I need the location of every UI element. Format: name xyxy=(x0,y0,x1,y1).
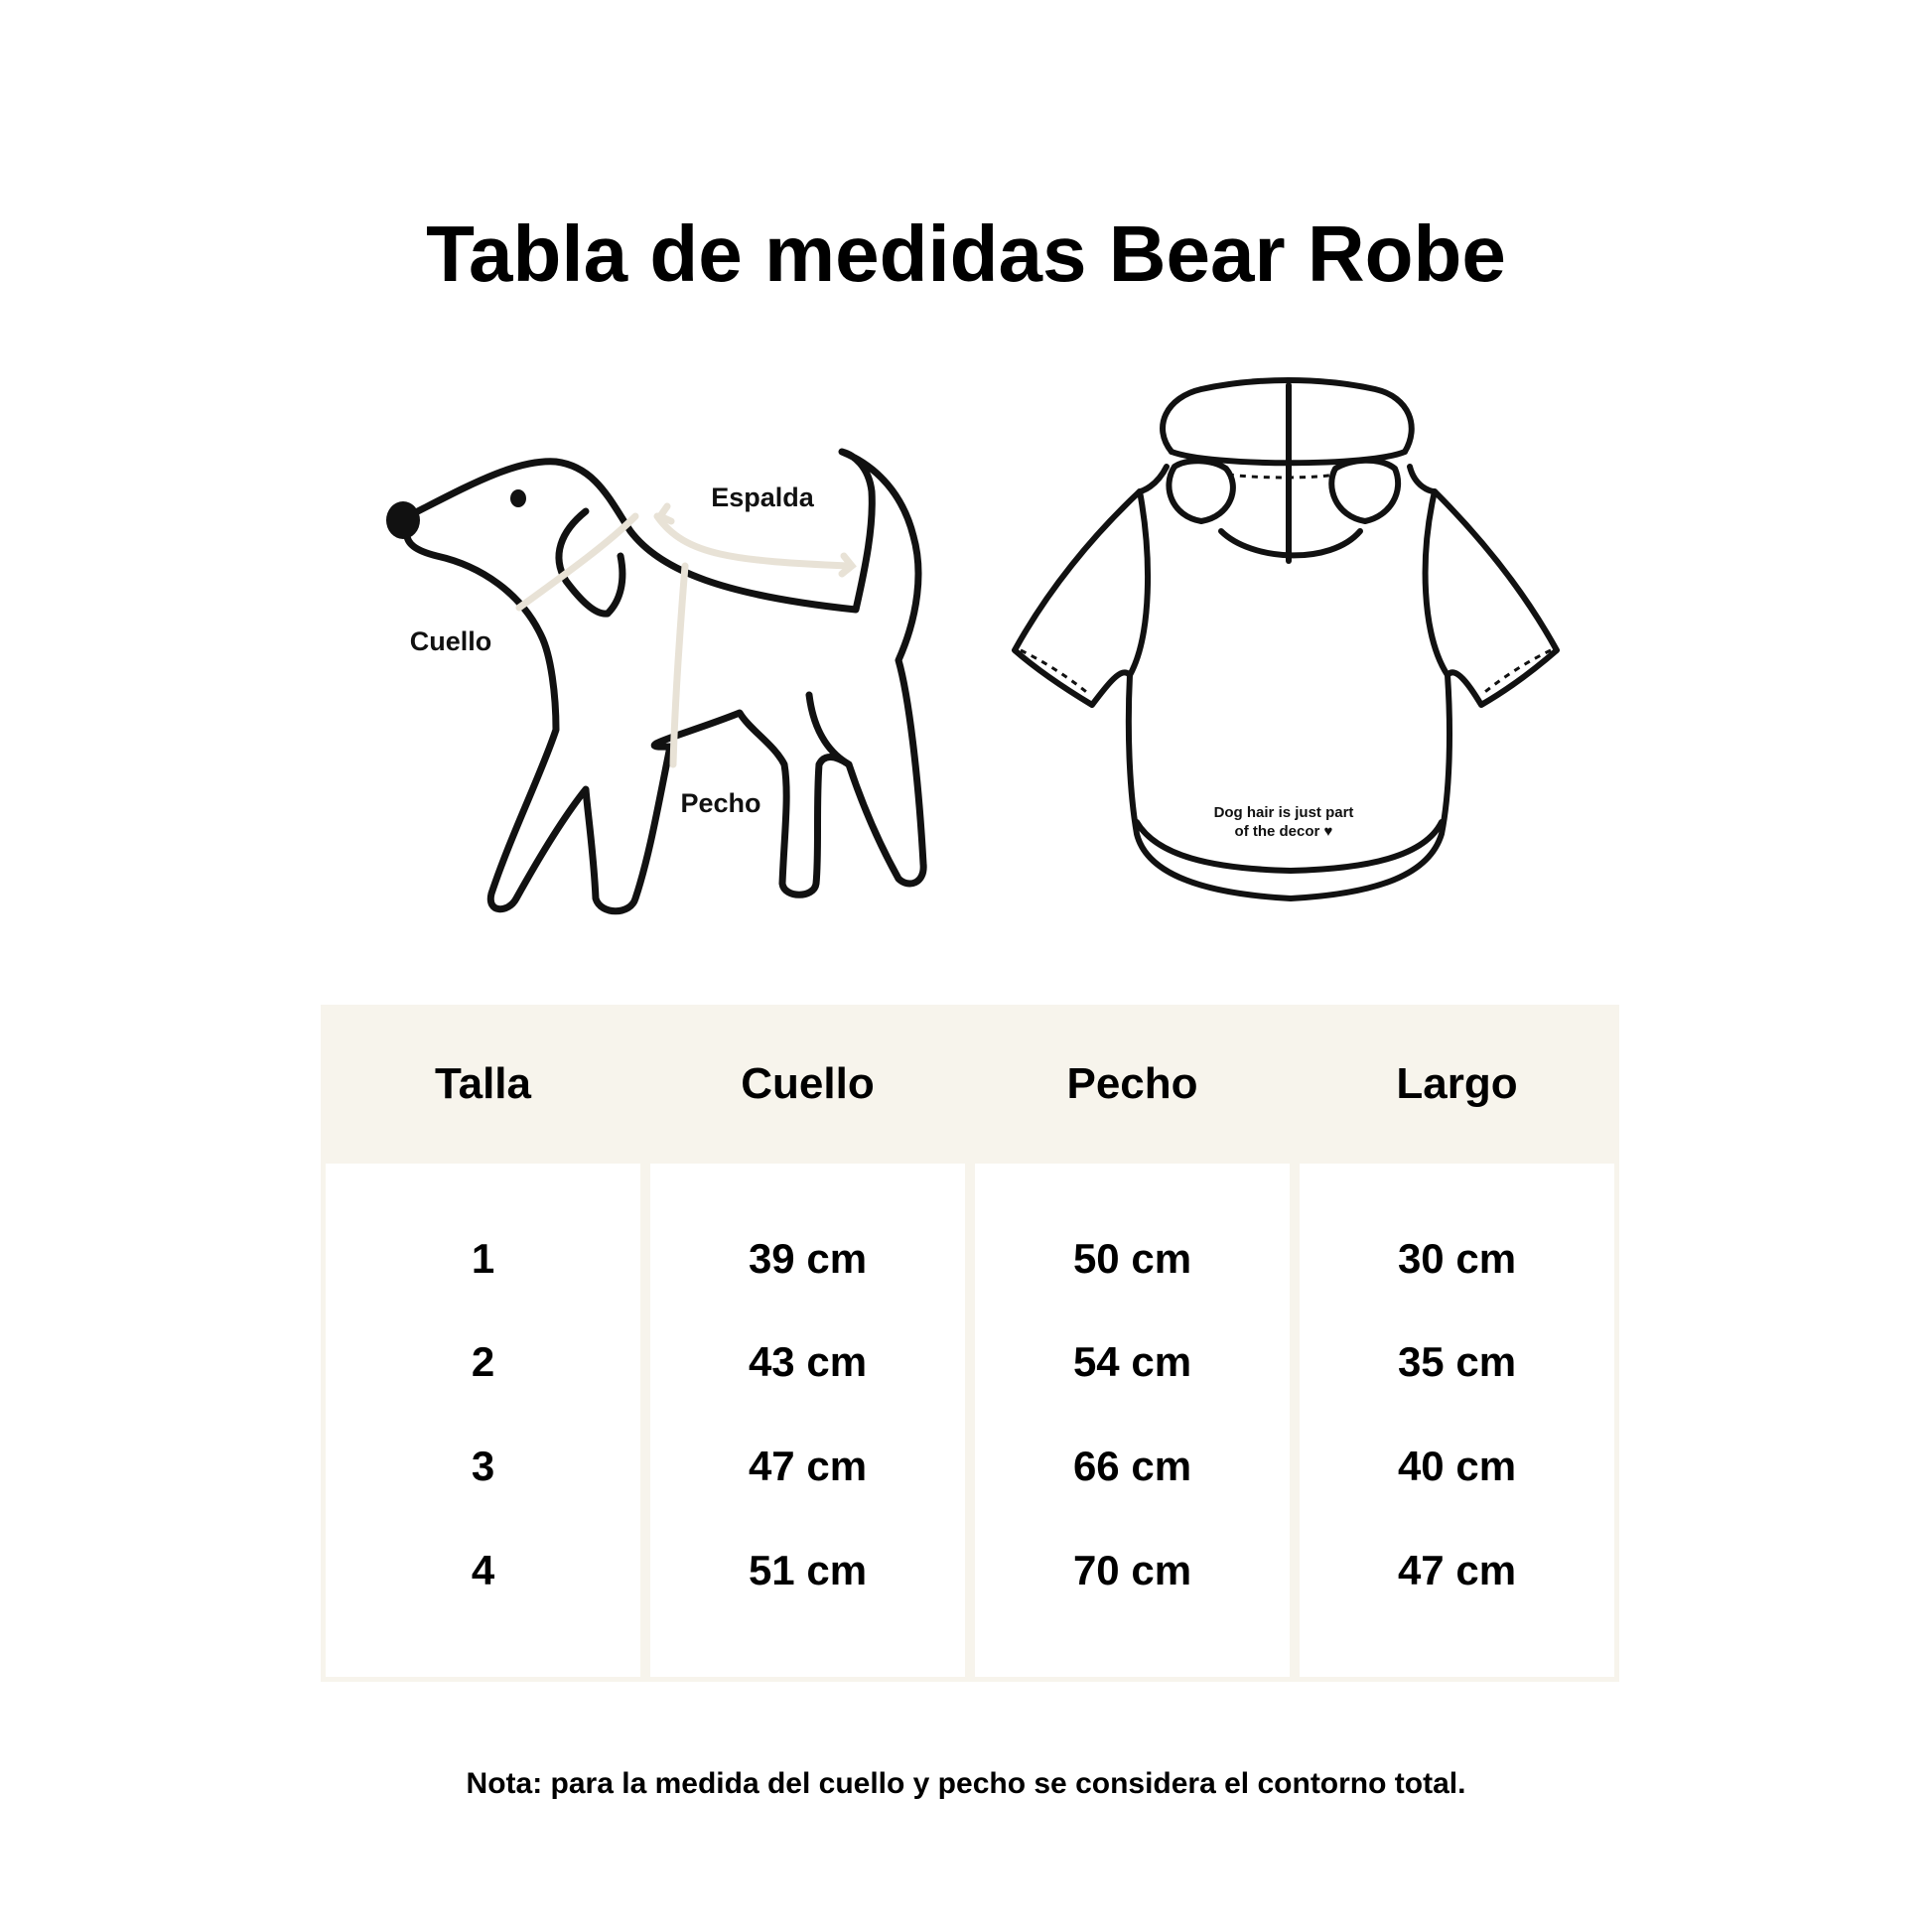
table-cell: 70 cm xyxy=(1072,1547,1192,1593)
table-header xyxy=(321,1005,1619,1164)
footnote: Nota: para la medida del cuello y pecho se considera el contorno total. xyxy=(466,1767,1466,1800)
size-table xyxy=(321,1005,1619,1682)
table-cell: 51 cm xyxy=(748,1547,868,1593)
table-cell: 47 cm xyxy=(1397,1547,1517,1593)
table-cell: 40 cm xyxy=(1397,1443,1517,1489)
back-arrow-start xyxy=(660,506,671,521)
table-cell: 35 cm xyxy=(1397,1338,1517,1385)
table-cell: 4 xyxy=(471,1547,495,1593)
label-pecho: Pecho xyxy=(680,788,761,818)
table-cell: 47 cm xyxy=(748,1443,868,1489)
table-cell: 66 cm xyxy=(1072,1443,1192,1489)
table-cell: 2 xyxy=(471,1338,495,1385)
table-cell: 50 cm xyxy=(1072,1235,1192,1282)
table-cell: 54 cm xyxy=(1072,1338,1192,1385)
measure-lines xyxy=(519,506,852,764)
table-cell: 1 xyxy=(471,1235,495,1282)
header-pecho: Pecho xyxy=(1066,1059,1198,1108)
hoodie-print-line2: of the decor ♥ xyxy=(1234,823,1333,840)
page-title: Tabla de medidas Bear Robe xyxy=(426,209,1506,298)
label-espalda: Espalda xyxy=(711,483,814,512)
back-measure-line xyxy=(657,516,849,566)
hoodie-print-line1: Dog hair is just part xyxy=(1213,804,1354,821)
table-cell: 30 cm xyxy=(1397,1235,1517,1282)
table-cell: 43 cm xyxy=(748,1338,868,1385)
table-cell: 3 xyxy=(471,1443,495,1489)
label-cuello: Cuello xyxy=(409,626,492,656)
dog-eye-icon xyxy=(510,489,526,507)
table-cell: 39 cm xyxy=(748,1235,868,1282)
header-talla: Talla xyxy=(434,1059,531,1108)
header-largo: Largo xyxy=(1396,1059,1518,1108)
header-cuello: Cuello xyxy=(741,1059,875,1108)
dog-nose-icon xyxy=(386,501,420,539)
